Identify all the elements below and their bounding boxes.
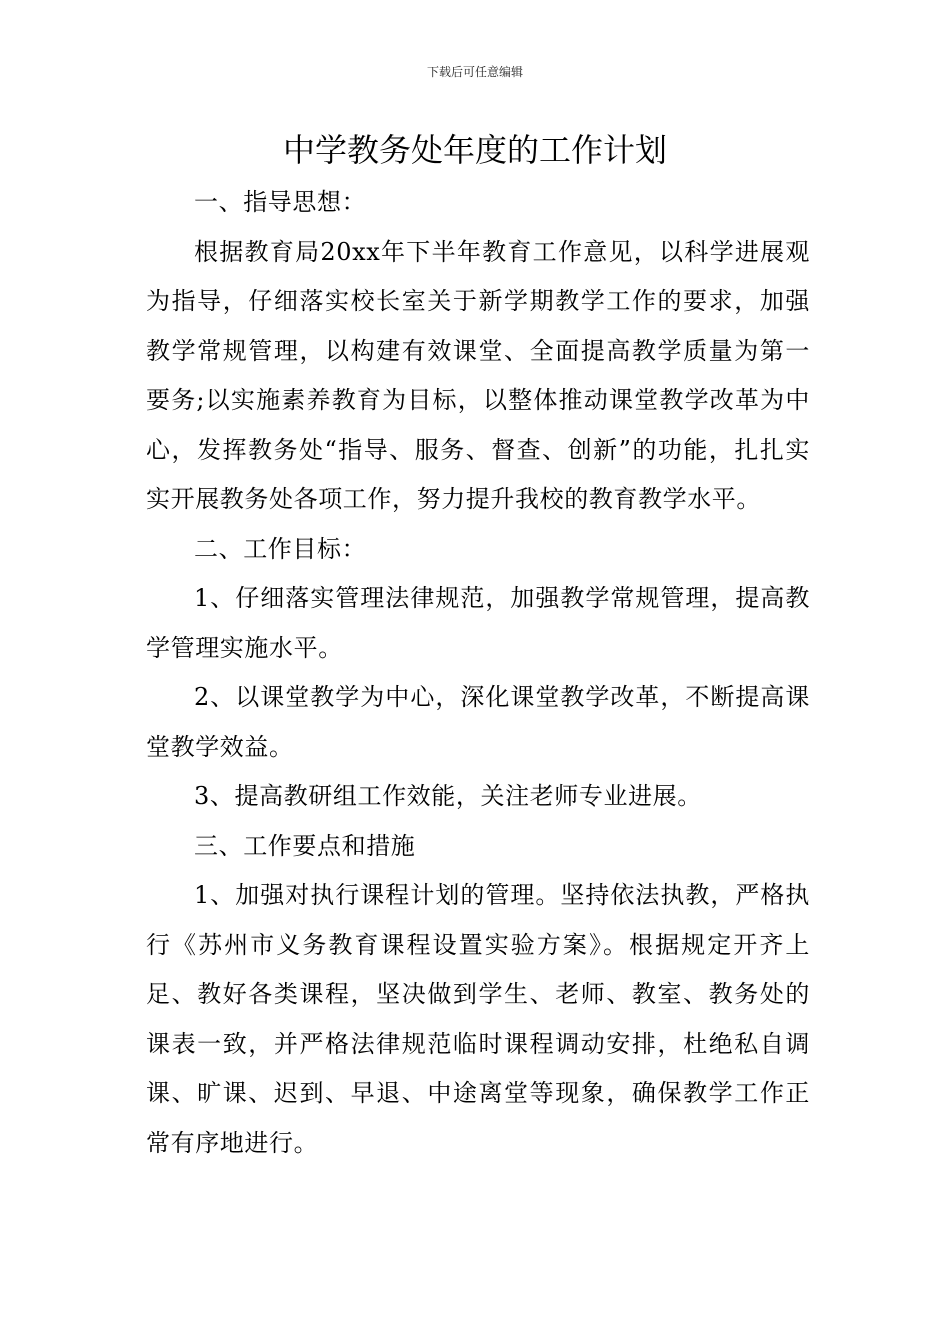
goal-item-2: 2、以课堂教学为中心，深化课堂教学改革，不断提高课堂教学效益。 — [146, 683, 810, 761]
goal-item-3: 3、提高教研组工作效能，关注老师专业进展。 — [194, 782, 702, 810]
page-header-note: 下载后可任意编辑 — [426, 65, 523, 79]
section-heading-work-goals: 二、工作目标： — [194, 534, 367, 563]
measure-item-1: 1、加强对执行课程计划的管理。坚持依法执教，严格执行《苏州市义务教育课程设置实验方案》。根据规定开齐上足、教好各类课程，坚决做到学生、老师、教室、教务处的课表一致，并严格法律规范临时课程调动安排，杜绝私自调课、旷课、迟到、早退、中途离堂等现象，确保教学工作正常有序地进行。 — [146, 881, 810, 1157]
paragraph-guiding-ideology: 根据教育局20xx年下半年教育工作意见，以科学进展观为指导，仔细落实校长室关于新学期教学工作的要求，加强教学常规管理，以构建有效课堂、全面提高教学质量为第一要务;以实施素养教育为目标，以整体推动课堂教学改革为中心，发挥教务处“指导、服务、督查、创新”的功能，扎扎实实开展教务处各项工作，努力提升我校的教育教学水平。 — [146, 237, 810, 513]
section-heading-guiding-ideology: 一、指导思想： — [194, 188, 367, 216]
document-body — [146, 178, 810, 1168]
goal-item-1: 1、仔细落实管理法律规范，加强教学常规管理，提高教学管理实施水平。 — [146, 584, 810, 662]
document-title: 中学教务处年度的工作计划 — [282, 131, 667, 169]
section-heading-key-points: 三、工作要点和措施 — [194, 831, 416, 860]
